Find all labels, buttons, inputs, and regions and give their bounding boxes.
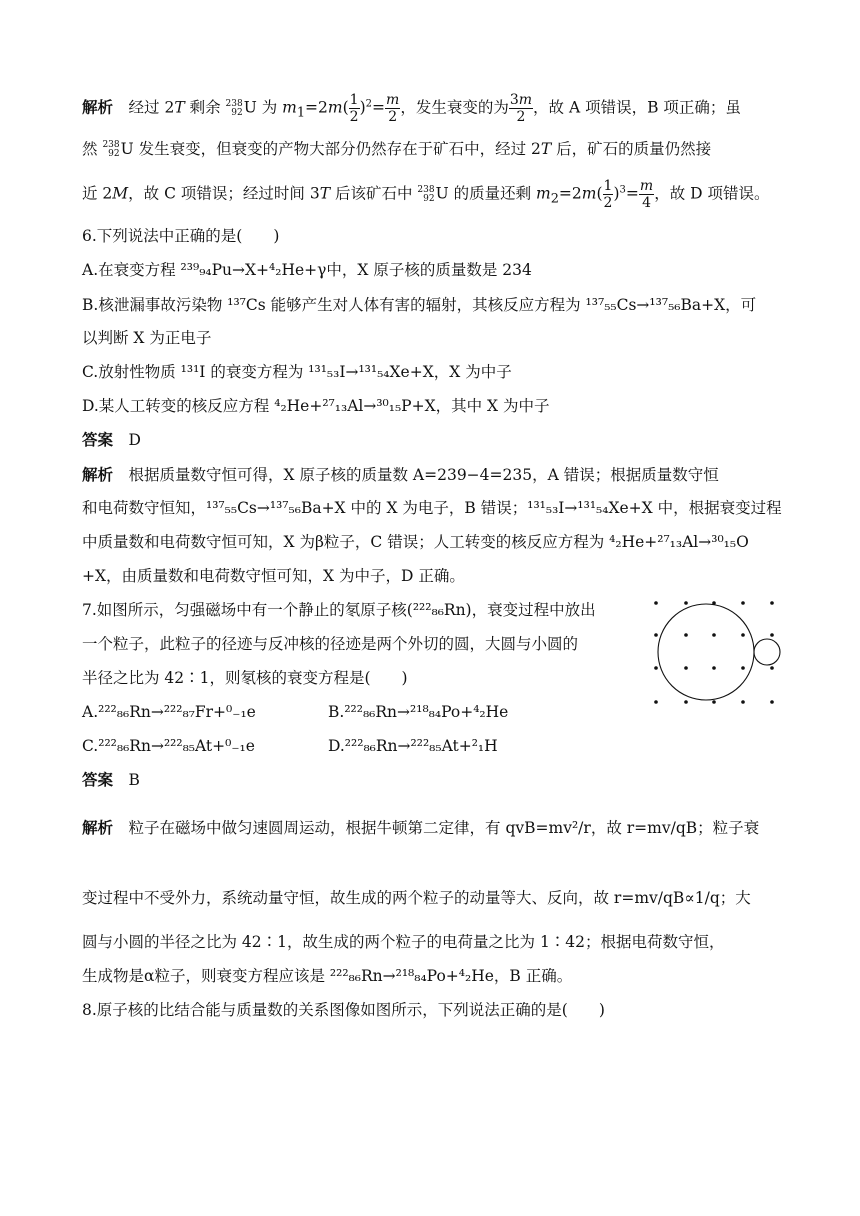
q7-analysis-line3: 圆与小圆的半径之比为 42∶1，故生成的两个粒子的电荷量之比为 1∶42；根据电荷数守恒， (82, 933, 725, 951)
analysis-prev-line-1: 解析 经过 2T 剩余 238 92 U 为 $m_1=2m$( $\frac{1}{2}$ )$^2$= $\frac{m}{2}$ ，发生衰变的为 $\frac{3m}{2}$ ，故 A 项错误，B 项正确；虽 (82, 92, 741, 125)
q6-analysis-line2: 和电荷数守恒知，¹³⁷₅₅Cs→¹³⁷₅₆Ba+X 中的 X 为电子，B 错误；¹³¹₅₃I→¹³¹₅₄Xe+X 中，根据衰变过程 (82, 499, 782, 517)
analysis-label: 解析 (82, 466, 114, 484)
answer-value: D (128, 431, 141, 449)
q7-stem-line1: 7.如图所示，匀强磁场中有一个静止的氡原子核(²²²₈₆Rn)，衰变过程中放出 (82, 601, 596, 619)
q6-option-c: C.放射性物质 ¹³¹I 的衰变方程为 ¹³¹₅₃I→¹³¹₅₄Xe+X，X 为中子 (82, 363, 512, 381)
q6-option-a: A.在衰变方程 ²³⁹₉₄Pu→X+⁴₂He+γ中，X 原子核的质量数是 234 (82, 261, 532, 279)
small-track-circle (754, 639, 780, 665)
q7-answer (82, 770, 140, 790)
q6-option-b-line2: 以判断 X 为正电子 (82, 329, 212, 347)
answer-value: B (128, 771, 140, 789)
q7-analysis-text-1: 粒子在磁场中做匀速圆周运动，根据牛顿第二定律，有 qvB=mv²/r，故 r=mv/qB；粒子衰 (128, 819, 760, 837)
q6-analysis-line1 (82, 465, 719, 485)
analysis-label: 解析 (82, 98, 114, 117)
q6-analysis-line3: 中质量数和电荷数守恒可知，X 为β粒子，C 错误；人工转变的核反应方程为 ⁴₂He+²⁷₁₃Al→³⁰₁₅O (82, 533, 749, 551)
analysis-label: 解析 (82, 819, 114, 837)
q7-stem-line2: 一个粒子，此粒子的径迹与反冲核的径迹是两个外切的圆，大圆与小圆的 (82, 635, 579, 653)
q7-option-b: B.²²²₈₆Rn→²¹⁸₈₄Po+⁴₂He (328, 703, 509, 721)
q6-analysis-text-1: 根据质量数守恒可得，X 原子核的质量数 A=239−4=235，A 错误；根据质量数守恒 (128, 466, 719, 484)
q7-analysis-line4: 生成物是α粒子，则衰变方程应该是 ²²²₈₆Rn→²¹⁸₈₄Po+⁴₂He，B 正确。 (82, 967, 573, 985)
large-track-circle (658, 604, 754, 700)
q6-stem: 6.下列说法中正确的是( ) (82, 227, 280, 245)
q6-option-b-line1: B.核泄漏事故污染物 ¹³⁷Cs 能够产生对人体有害的辐射，其核反应方程为 ¹³⁷₅₅Cs→¹³⁷₅₆Ba+X，可 (82, 296, 757, 314)
analysis-prev-line-2: 然 238 92 U 发生衰变，但衰变的产物大部分仍然存在于矿石中，经过 2T 后，矿石的质量仍然接 (82, 140, 712, 159)
q6-answer (82, 430, 141, 450)
q8-stem: 8.原子核的比结合能与质量数的关系图像如图所示，下列说法正确的是( ) (82, 1001, 605, 1019)
q6-analysis-line4: +X，由质量数和电荷数守恒可知，X 为中子，D 正确。 (82, 567, 465, 585)
q7-stem-line3: 半径之比为 42∶1，则氡核的衰变方程是( ) (82, 669, 408, 687)
q7-analysis-line1 (82, 818, 759, 838)
q7-option-d: D.²²²₈₆Rn→²²²₈₅At+²₁H (328, 737, 498, 755)
answer-label: 答案 (82, 431, 114, 449)
q7-option-a: A.²²²₈₆Rn→²²²₈₇Fr+⁰₋₁e (82, 703, 256, 721)
field-dots (654, 601, 774, 704)
q7-analysis-line2: 变过程中不受外力，系统动量守恒，故生成的两个粒子的动量等大、反向，故 r=mv/qB∝1/q；大 (82, 889, 751, 907)
analysis-prev-line-3: 近 2M，故 C 项错误；经过时间 3T 后该矿石中 238 92 U 的质量还剩 $m_2=2m$( $\frac{1}{2}$ )$^3$= $\frac{m}{4}$ ，故 D 项错误。 (82, 178, 770, 211)
q6-option-d: D.某人工转变的核反应方程 ⁴₂He+²⁷₁₃Al→³⁰₁₅P+X，其中 X 为中子 (82, 397, 550, 415)
q7-option-c: C.²²²₈₆Rn→²²²₈₅At+⁰₋₁e (82, 737, 255, 755)
magnetic-field-figure (648, 594, 782, 714)
answer-label: 答案 (82, 771, 114, 789)
